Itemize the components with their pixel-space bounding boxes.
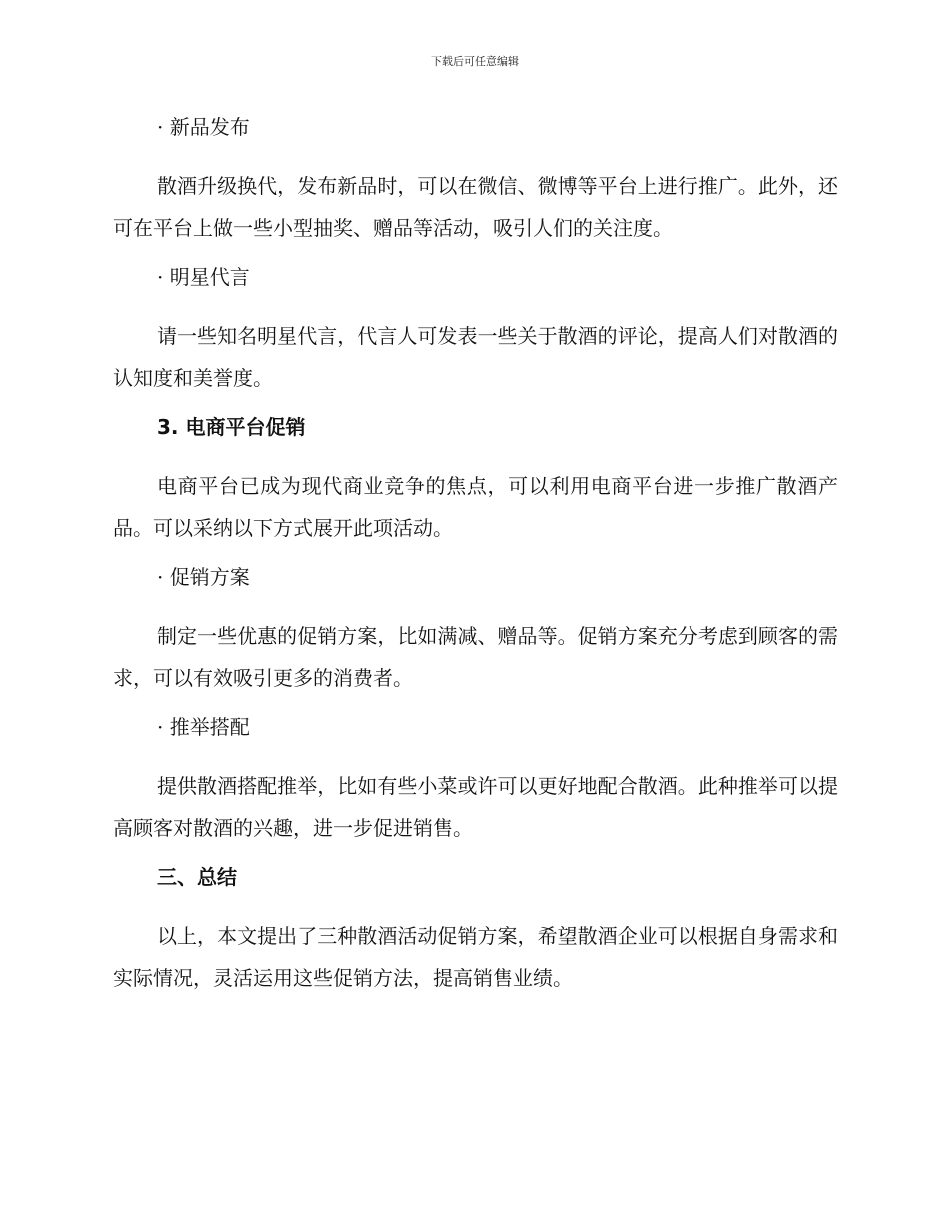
- paragraph-celebrity-endorsement: 请一些知名明星代言，代言人可发表一些关于散酒的评论，提高人们对散酒的认知度和美誉度。: [113, 324, 838, 390]
- paragraph-promotion-plan: 制定一些优惠的促销方案，比如满减、赠品等。促销方案充分考虑到顾客的需求，可以有效吸引更多的消费者。: [113, 624, 838, 690]
- paragraph-new-product: 散酒升级换代，发布新品时，可以在微信、微博等平台上进行推广。此外，还可在平台上做一些小型抽奖、赠品等活动，吸引人们的关注度。: [113, 174, 838, 240]
- heading-summary: 三、总结: [157, 865, 237, 889]
- bullet-new-product: · 新品发布: [157, 115, 250, 139]
- bullet-promotion-plan: · 促销方案: [157, 565, 250, 589]
- bullet-pairing-recommendation: · 推举搭配: [157, 715, 250, 739]
- paragraph-ecommerce-promotion: 电商平台已成为现代商业竞争的焦点，可以利用电商平台进一步推广散酒产品。可以采纳以下方式展开此项活动。: [113, 474, 838, 540]
- header-note: 下载后可任意编辑: [431, 55, 519, 68]
- document-body: [113, 113, 838, 1013]
- bullet-celebrity-endorsement: · 明星代言: [157, 265, 250, 289]
- paragraph-summary: 以上，本文提出了三种散酒活动促销方案，希望散酒企业可以根据自身需求和实际情况，灵活运用这些促销方法，提高销售业绩。: [113, 924, 838, 990]
- paragraph-pairing-recommendation: 提供散酒搭配推举，比如有些小菜或许可以更好地配合散酒。此种推举可以提高顾客对散酒的兴趣，进一步促进销售。: [113, 774, 838, 840]
- heading-ecommerce-promotion: 3. 电商平台促销: [157, 415, 306, 439]
